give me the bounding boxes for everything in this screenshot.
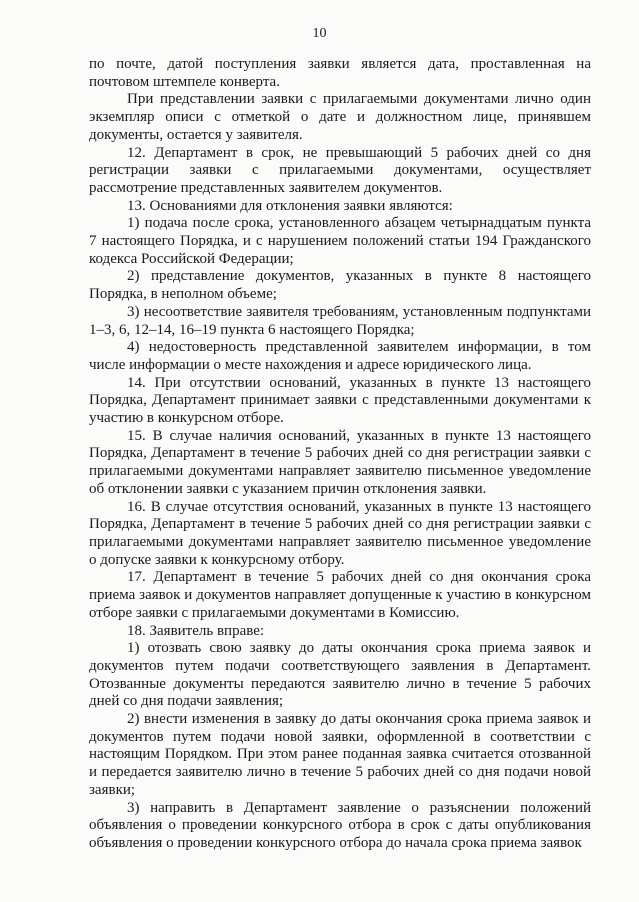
- paragraph: по почте, датой поступления заявки является дата, проставленная на почтовом штемпеле конверта.: [89, 56, 591, 90]
- paragraph: 13. Основаниями для отклонения заявки являются:: [127, 197, 453, 214]
- paragraph: 12. Департамент в срок, не превышающий 5 рабочих дней со дня регистрации заявки с прилагаемыми документами, осуществляет рассмотрение представленных заявителем документов.: [89, 144, 591, 196]
- document-body: [89, 56, 591, 853]
- list-item: 2) представление документов, указанных в пункте 8 настоящего Порядка, в неполном объеме;: [89, 268, 591, 303]
- paragraph: При представлении заявки с прилагаемыми документами лично один экземпляр описи с отметкой о дате и должностном лице, принявшем документы, остается у заявителя.: [89, 91, 591, 143]
- list-item: 2) внести изменения в заявку до даты окончания срока приема заявок и документов путем подачи новой заявки, оформленной в соответствии с настоящим Порядком. При этом ранее поданная заявка считается отозванной и передается заявителю лично в течение 5 рабочих дней со дня подачи новой заявки;: [89, 711, 591, 798]
- paragraph: 18. Заявитель вправе:: [127, 622, 265, 639]
- paragraph: 16. В случае отсутствия оснований, указанных в пункте 13 настоящего Порядка, Департамент в течение 5 рабочих дней со дня регистрации заявки с прилагаемыми документами направляет заявителю письменное уведомление о допуске заявки к конкурсному отбору.: [89, 498, 591, 568]
- page-number: 10: [312, 26, 327, 41]
- list-item: 4) недостоверность представленной заявителем информации, в том числе информации о месте нахождения и адресе юридического лица.: [89, 339, 591, 373]
- list-item: 1) подача после срока, установленного абзацем четырнадцатым пункта 7 настоящего Порядка, и с нарушением положений статьи 194 Гражданского кодекса Российской Федерации;: [89, 215, 591, 267]
- paragraph: 15. В случае наличия оснований, указанных в пункте 13 настоящего Порядка, Департамент в течение 5 рабочих дней со дня регистрации заявки с прилагаемыми документами направляет заявителю письменное уведомление об отклонении заявки с указанием причин отклонения заявки.: [89, 427, 591, 497]
- paragraph: 17. Департамент в течение 5 рабочих дней со дня окончания срока приема заявок и документов направляет допущенные к участию в конкурсном отборе заявки с прилагаемыми документами в Комиссию.: [89, 569, 591, 621]
- list-item: 1) отозвать свою заявку до даты окончания срока приема заявок и документов путем подачи соответствующего заявления в Департамент. Отозванные документы передаются заявителю лично в течение 5 рабочих дней со дня подачи заявления;: [89, 640, 591, 710]
- list-item: 3) несоответствие заявителя требованиям, установленным подпунктами 1–3, 6, 12–14, 16–19 пункта 6 настоящего Порядка;: [89, 303, 591, 338]
- paragraph: 14. При отсутствии оснований, указанных в пункте 13 настоящего Порядка, Департамент принимает заявки с представленными документами к участию в конкурсном отборе.: [89, 374, 591, 427]
- list-item: 3) направить в Департамент заявление о разъяснении положений объявления о проведении конкурсного отбора в срок с даты опубликования объявления о проведении конкурсного отбора до начала срока приема заявок: [89, 799, 591, 851]
